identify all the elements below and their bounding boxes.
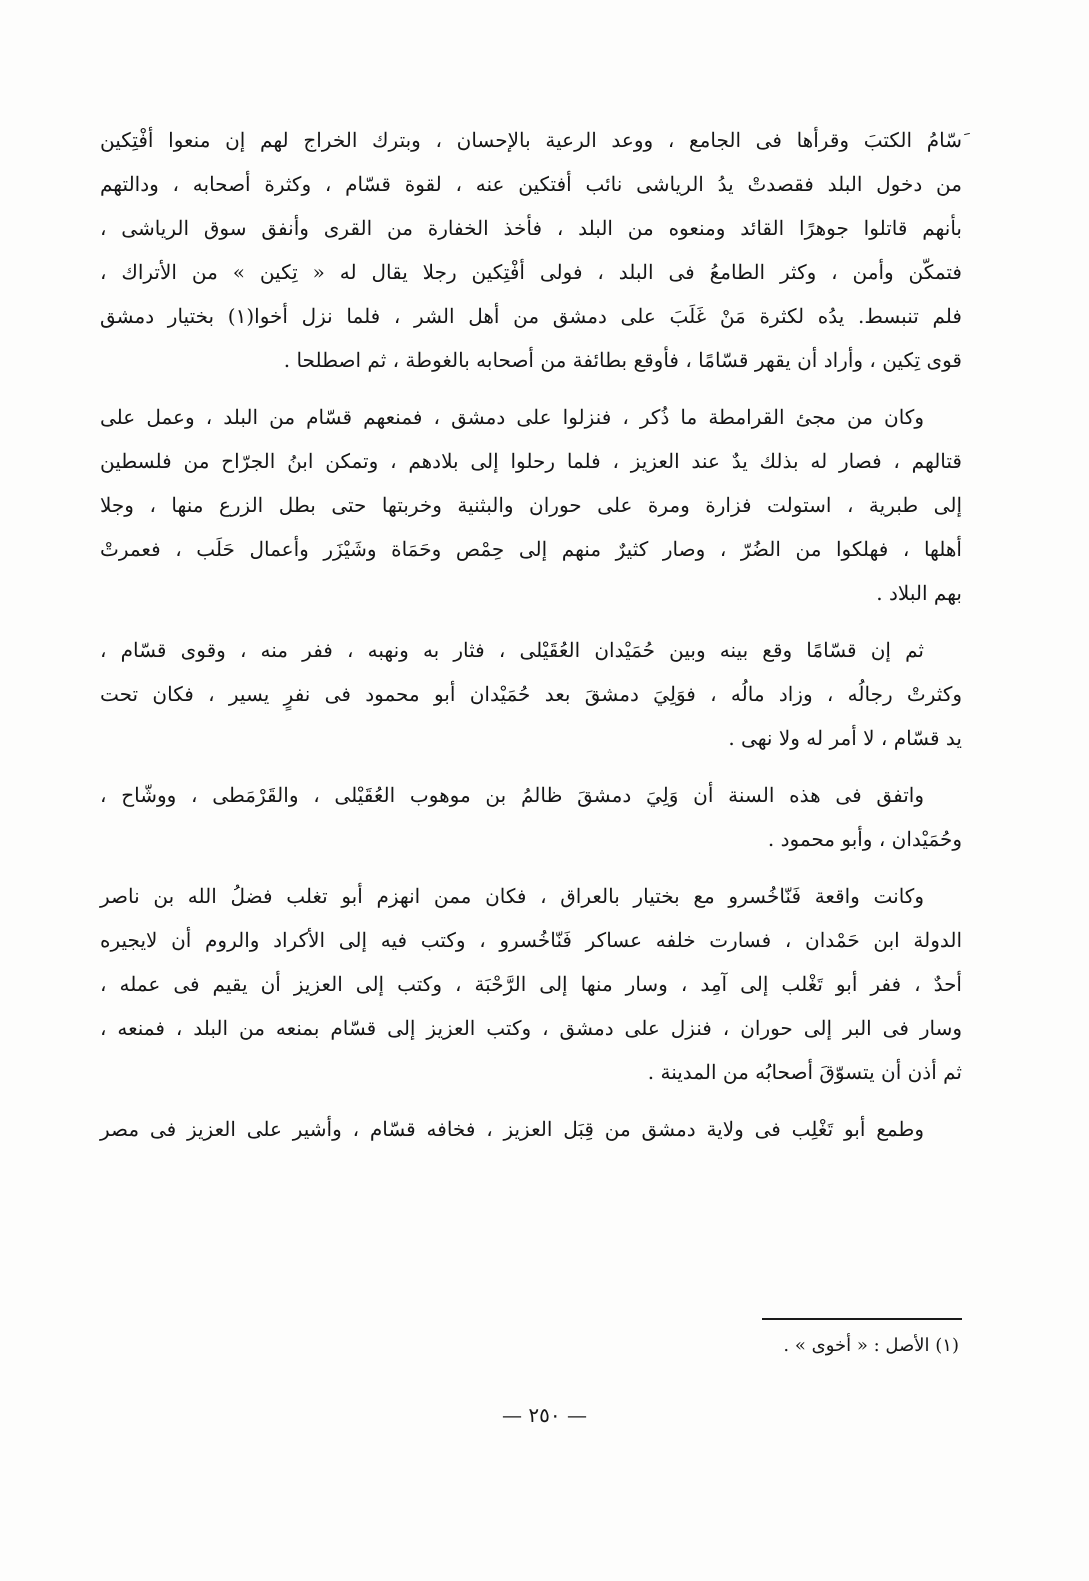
footnote-divider bbox=[762, 1318, 962, 1320]
text-line: بهم البلاد . bbox=[876, 581, 962, 605]
text-line: وكان من مجئ القرامطة ما ذُكر ، فنزلوا على دمشق ، فمنعهم قسّام من البلد ، وعمل على bbox=[100, 405, 924, 429]
text-line: أهلها ، فهلكوا من الضُرّ ، وصار كثيرٌ منهم إلى حِمْص وحَمَاة وشَيْزَر وأعمال حَلَب ، فعمرتْ bbox=[100, 537, 962, 561]
page-number: — ٢٥٠ — bbox=[502, 1403, 587, 1427]
paragraph-5 bbox=[100, 874, 962, 1094]
text-line: يد قسّام ، لا أمر له ولا نهى . bbox=[728, 726, 962, 750]
paragraph-2 bbox=[100, 395, 962, 615]
text-line: ثم أذن أن يتسوّقَ أصحابُه من المدينة . bbox=[647, 1060, 962, 1084]
text-line: ثم إن قسّامًا وقع بينه وبين حُمَيْدان العُقَيْلى ، فثار به ونهبه ، ففر منه ، وقوى قسّام ، bbox=[100, 638, 924, 662]
paragraph-6 bbox=[100, 1107, 962, 1151]
footnote: (١) الأصل : « أخوى » . bbox=[783, 1335, 959, 1356]
text-line: بأنهم قاتلوا جوهرًا القائد ومنعوه من البلد ، فأخذ الخفارة من القرى وأنفق سوق الرياشى ، bbox=[100, 216, 962, 240]
text-line: قوى تِكين ، وأراد أن يقهر قسّامًا ، فأوقع بطائفة من أصحابه بالغوطة ، ثم اصطلحا . bbox=[283, 348, 962, 372]
paragraph-4 bbox=[100, 773, 962, 861]
text-line: َسّامُ الكتبَ وقرأها فى الجامع ، ووعد الرعية بالإحسان ، وبترك الخراج لهم إن منعوا أفْتِكين bbox=[100, 128, 962, 152]
text-line: من دخول البلد فقصدتْ يدُ الرياشى نائب أفتكين عنه ، لقوة قسّام ، وكثرة أصحابه ، ودالتهم bbox=[100, 172, 962, 196]
text-line: فلم تنبسط. يدُه لكثرة مَنْ غَلَبَ على دمشق من أهل الشر ، فلما نزل أخوا(١) بختيار دمشق bbox=[100, 304, 962, 328]
text-line: أحدٌ ، ففر أبو تَغْلب إلى آمِد ، وسار منها إلى الرَّحْبَة ، وكتب إلى العزيز أن يقيم فى عمله ، bbox=[100, 972, 962, 996]
text-line: إلى طبرية ، استولت فزارة ومرة على حوران والبثنية وخربتها حتى بطل الزرع منها ، وجلا bbox=[100, 493, 962, 517]
text-line: قتالهم ، فصار له بذلك يدٌ عند العزيز ، فلما رحلوا إلى بلادهم ، وتمكن ابنُ الجرّاح من فلسطين bbox=[100, 449, 962, 473]
text-line: وسار فى البر إلى حوران ، فنزل على دمشق ، وكتب العزيز إلى قسّام بمنعه من البلد ، فمنعه ، bbox=[100, 1016, 962, 1040]
text-line: وحُمَيْدان ، وأبو محمود . bbox=[767, 827, 962, 851]
text-line: وكانت واقعة فَنّاخُسرو مع بختيار بالعراق ، فكان ممن انهزم أبو تغلب فضلُ الله بن ناصر bbox=[100, 884, 924, 908]
text-line: وكثرتْ رجالُه ، وزاد مالُه ، فوَلِيَ دمشقَ بعد حُمَيْدان أبو محمود فى نفرٍ يسير ، فكان تحت bbox=[100, 682, 962, 706]
text-line: الدولة ابن حَمْدان ، فسارت خلفه عساكر فَنّاخُسرو ، وكتب فيه إلى الأكراد والروم أن لايجيره bbox=[100, 928, 962, 952]
text-line: فتمكّن وأمن ، وكثر الطامعُ فى البلد ، فولى أفْتِكين رجلا يقال له « تِكين » من الأتراك ، bbox=[100, 260, 962, 284]
text-line: وطمع أبو تَغْلِب فى ولاية دمشق من قِبَل العزيز ، فخافه قسّام ، وأشير على العزيز فى مصر bbox=[100, 1117, 924, 1141]
paragraph-1 bbox=[100, 118, 962, 382]
text-line: واتفق فى هذه السنة أن وَلِيَ دمشقَ ظالمُ بن موهوب العُقَيْلى ، والقَرْمَطى ، ووشّاح ، bbox=[100, 783, 924, 807]
paragraph-3 bbox=[100, 628, 962, 760]
body-text bbox=[100, 118, 962, 1151]
